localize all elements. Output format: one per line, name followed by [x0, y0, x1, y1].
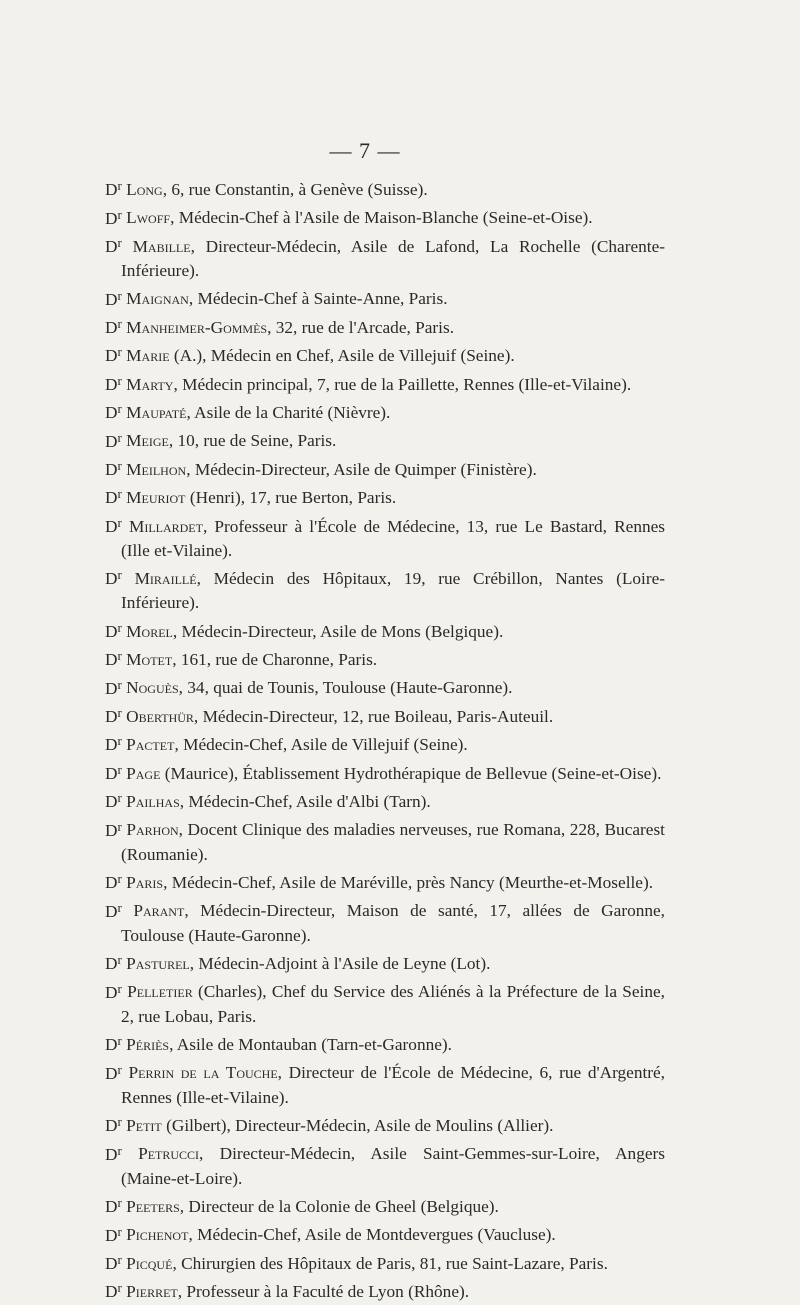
member-title	[105, 346, 122, 365]
member-details: , Asile de la Charité (Nièvre).	[186, 403, 391, 423]
list-item	[105, 1057, 665, 1110]
list-item	[105, 644, 665, 672]
member-title	[105, 818, 122, 840]
title-prefix: D	[105, 516, 118, 536]
member-name: Meilhon	[126, 459, 187, 479]
member-title	[105, 980, 122, 1002]
title-superscript: r	[117, 400, 122, 416]
title-superscript: r	[117, 287, 122, 303]
title-prefix: D	[105, 621, 118, 641]
title-superscript: r	[117, 619, 122, 635]
list-item	[105, 895, 665, 948]
title-prefix: D	[105, 236, 118, 256]
title-superscript: r	[117, 1113, 122, 1129]
title-prefix: D	[105, 317, 118, 337]
title-prefix: D	[105, 873, 118, 893]
member-title	[105, 1061, 122, 1083]
member-details: , 6, rue Constantin, à Genève (Suisse).	[162, 180, 428, 200]
member-title	[105, 206, 122, 228]
title-prefix: D	[105, 1035, 118, 1055]
list-item	[105, 1248, 665, 1276]
member-details: , Médecin-Chef à l'Asile de Maison-Blanche (Seine-et-Oise).	[170, 208, 593, 228]
title-prefix: D	[105, 982, 118, 1002]
title-superscript: r	[117, 1061, 122, 1077]
member-name: Manheimer-Gommès	[126, 317, 268, 337]
title-prefix: D	[105, 180, 118, 200]
member-title	[105, 792, 122, 811]
title-superscript: r	[117, 704, 122, 720]
title-superscript: r	[117, 648, 122, 664]
member-title	[105, 676, 122, 698]
member-name: Peeters	[126, 1197, 180, 1217]
title-superscript: r	[117, 315, 122, 331]
member-details: , Directeur de l'École de Médecine, 6, rue d'Argentré, Rennes (Ille-et-Vilaine).	[121, 1063, 666, 1107]
title-superscript: r	[117, 429, 122, 445]
title-prefix: D	[105, 1063, 118, 1083]
list-item	[105, 174, 665, 202]
member-details: , 32, rue de l'Arcade, Paris.	[267, 317, 455, 337]
member-details: , Médecin-Adjoint à l'Asile de Leyne (Lot).	[189, 954, 491, 974]
title-superscript: r	[117, 733, 122, 749]
title-superscript: r	[117, 676, 122, 692]
member-title	[105, 954, 122, 973]
member-title	[105, 1113, 122, 1136]
title-superscript: r	[117, 206, 122, 222]
title-superscript: r	[117, 514, 122, 530]
member-name: Pasturel	[126, 954, 190, 974]
member-list	[105, 174, 665, 1305]
title-prefix: D	[105, 650, 118, 670]
title-superscript: r	[117, 1142, 122, 1158]
list-item	[105, 425, 665, 453]
member-name: Paris	[126, 873, 164, 893]
member-title	[105, 457, 122, 479]
list-item	[105, 867, 665, 895]
member-name: Meuriot	[126, 488, 186, 508]
member-name: Petrucci	[138, 1144, 200, 1164]
member-title	[105, 400, 122, 423]
title-superscript: r	[117, 818, 122, 834]
list-item	[105, 758, 665, 786]
member-title	[105, 1194, 122, 1217]
member-title	[105, 704, 122, 727]
member-details: , Médecin-Directeur, 12, rue Boileau, Paris-Auteuil.	[193, 707, 554, 727]
title-prefix: D	[105, 820, 118, 840]
list-item	[105, 1029, 665, 1057]
title-superscript: r	[117, 980, 122, 996]
member-details: , Médecin-Chef, Asile de Maréville, près Nancy (Meurthe-et-Moselle).	[163, 873, 654, 893]
member-title	[105, 514, 122, 536]
member-name: Perrin de la Touche	[128, 1063, 278, 1083]
list-item	[105, 369, 665, 397]
list-item	[105, 672, 665, 700]
member-title	[105, 315, 122, 337]
member-name: Périès	[126, 1035, 170, 1055]
title-superscript: r	[117, 344, 122, 360]
title-superscript: r	[117, 790, 122, 806]
list-item	[105, 729, 665, 757]
member-details: , Médecin-Directeur, Asile de Mons (Belgique).	[172, 621, 504, 641]
member-title	[105, 180, 122, 199]
title-prefix: D	[105, 678, 118, 698]
title-prefix: D	[105, 1197, 118, 1217]
member-details: , 161, rue de Charonne, Paris.	[172, 650, 378, 670]
member-details: , Professeur à l'École de Médecine, 13, rue Le Bastard, Rennes (Ille et-Vilaine).	[121, 516, 665, 560]
member-details: , Médecin-Directeur, Asile de Quimper (Finistère).	[186, 459, 537, 479]
list-item	[105, 397, 665, 425]
member-details: , Médecin-Chef, Asile d'Albi (Tarn).	[179, 792, 431, 812]
member-details: , Chirurgien des Hôpitaux de Paris, 81, rue Saint-Lazare, Paris.	[172, 1253, 608, 1273]
member-name: Picqué	[126, 1253, 173, 1273]
member-title	[105, 619, 122, 641]
title-superscript: r	[117, 486, 122, 502]
title-superscript: r	[117, 899, 122, 915]
title-superscript: r	[117, 761, 122, 777]
member-details: , Médecin-Chef à Sainte-Anne, Paris.	[188, 289, 448, 309]
title-prefix: D	[105, 792, 118, 812]
title-prefix: D	[105, 346, 118, 366]
title-prefix: D	[105, 1253, 118, 1273]
member-details: , Médecin-Chef, Asile de Montdevergues (Vaucluse).	[188, 1225, 556, 1245]
list-item	[105, 1191, 665, 1219]
member-name: Pierret	[126, 1282, 178, 1302]
title-prefix: D	[105, 763, 118, 783]
member-title	[105, 234, 122, 256]
member-details: , 10, rue de Seine, Paris.	[168, 431, 337, 451]
list-item	[105, 1138, 665, 1191]
member-details: , Directeur-Médecin, Asile de Lafond, La Rochelle (Charente-Inférieure).	[121, 236, 665, 281]
list-item	[105, 312, 665, 340]
list-item	[105, 511, 665, 564]
member-title	[105, 287, 122, 309]
title-superscript: r	[117, 871, 122, 887]
member-details: (Charles), Chef du Service des Aliénés à la Préfecture de la Seine, 2, rue Lobau, Paris.	[121, 982, 665, 1026]
member-details: , Directeur-Médecin, Asile Saint-Gemmes-sur-Loire, Angers (Maine-et-Loire).	[121, 1144, 665, 1188]
list-item	[105, 814, 665, 867]
member-name: Mabille	[132, 236, 191, 256]
member-title	[105, 1142, 122, 1164]
list-item	[105, 616, 665, 644]
list-item	[105, 786, 665, 814]
title-prefix: D	[105, 1225, 118, 1245]
list-item	[105, 202, 665, 230]
title-prefix: D	[105, 954, 118, 974]
member-title	[105, 1032, 122, 1055]
title-prefix: D	[105, 1144, 118, 1164]
title-prefix: D	[105, 569, 118, 589]
member-name: Oberthür	[126, 707, 194, 727]
list-item	[105, 482, 665, 510]
member-name: Page	[126, 763, 161, 783]
member-name: Parant	[133, 901, 185, 921]
title-prefix: D	[105, 403, 118, 423]
member-details: (Gilbert), Directeur-Médecin, Asile de Moulins (Allier).	[161, 1116, 554, 1136]
member-title	[105, 569, 122, 588]
member-title	[105, 735, 122, 754]
title-superscript: r	[117, 1032, 122, 1048]
title-superscript: r	[117, 457, 122, 473]
title-prefix: D	[105, 208, 118, 228]
title-superscript: r	[117, 1251, 122, 1267]
list-item	[105, 701, 665, 729]
member-title	[105, 488, 122, 507]
member-name: Meige	[126, 431, 169, 451]
list-item	[105, 1110, 665, 1138]
title-superscript: r	[117, 952, 122, 967]
member-name: Miraillé	[134, 569, 197, 589]
member-details: (Maurice), Établissement Hydrothérapique de Bellevue (Seine-et-Oise).	[160, 763, 662, 783]
list-item	[105, 948, 665, 976]
title-prefix: D	[105, 1282, 118, 1302]
member-name: Parhon	[126, 820, 179, 840]
member-name: Petit	[126, 1116, 162, 1136]
page-number: — 7 —	[329, 138, 401, 163]
member-name: Maupaté	[126, 403, 187, 423]
member-details: , Médecin principal, 7, rue de la Paillette, Rennes (Ille-et-Vilaine).	[173, 374, 632, 394]
member-details: , Médecin-Chef, Asile de Villejuif (Seine).	[174, 735, 468, 755]
member-name: Long	[126, 180, 163, 200]
title-prefix: D	[105, 735, 118, 755]
member-details: (A.), Médecin en Chef, Asile de Villejuif (Seine).	[169, 346, 515, 366]
member-name: Pelletier	[127, 982, 193, 1002]
member-name: Motet	[126, 650, 173, 670]
member-details: , Directeur de la Colonie de Gheel (Belgique).	[179, 1197, 499, 1217]
member-title	[105, 1251, 122, 1273]
member-name: Pichenot	[126, 1225, 189, 1245]
member-details: , Médecin des Hôpitaux, 19, rue Crébillon, Nantes (Loire-Inférieure).	[121, 569, 666, 613]
title-superscript: r	[117, 1194, 122, 1210]
list-item	[105, 454, 665, 482]
title-prefix: D	[105, 707, 118, 727]
title-superscript: r	[117, 1223, 122, 1239]
title-superscript: r	[117, 372, 122, 388]
member-details: , Asile de Montauban (Tarn-et-Garonne).	[169, 1035, 452, 1055]
member-details: , Docent Clinique des maladies nerveuses, rue Romana, 228, Bucarest (Roumanie).	[121, 820, 665, 864]
member-title	[105, 650, 122, 669]
title-prefix: D	[105, 488, 118, 508]
member-name: Noguès	[126, 678, 179, 698]
title-superscript: r	[117, 1280, 122, 1296]
title-prefix: D	[105, 289, 118, 309]
member-title	[105, 372, 122, 394]
list-item	[105, 1219, 665, 1247]
title-prefix: D	[105, 374, 118, 394]
title-prefix: D	[105, 1116, 118, 1136]
list-item	[105, 1276, 665, 1304]
list-item	[105, 976, 665, 1029]
member-name: Pactet	[126, 735, 175, 755]
list-item	[105, 340, 665, 368]
member-details: , Médecin-Directeur, Maison de santé, 17, allées de Garonne, Toulouse (Haute-Garonne).	[121, 901, 665, 945]
list-item	[105, 563, 665, 616]
title-prefix: D	[105, 459, 118, 479]
title-superscript: r	[117, 567, 122, 583]
list-item	[105, 283, 665, 311]
member-title	[105, 1223, 122, 1245]
member-name: Millardet	[128, 516, 203, 536]
member-name: Pailhas	[126, 792, 180, 812]
member-details: , 34, quai de Tounis, Toulouse (Haute-Garonne).	[178, 678, 513, 698]
member-name: Morel	[126, 621, 173, 641]
member-title	[105, 899, 122, 921]
member-details: , Professeur à la Faculté de Lyon (Rhône).	[177, 1282, 470, 1302]
member-title	[105, 429, 122, 451]
member-name: Maignan	[126, 289, 189, 309]
title-prefix: D	[105, 901, 118, 921]
member-details: (Henri), 17, rue Berton, Paris.	[185, 488, 397, 508]
member-title	[105, 873, 122, 892]
member-title	[105, 761, 122, 783]
member-name: Marie	[126, 346, 170, 366]
title-superscript: r	[117, 178, 122, 193]
title-prefix: D	[105, 431, 118, 451]
list-item	[105, 231, 665, 284]
member-name: Lwoff	[126, 208, 171, 228]
title-superscript: r	[117, 234, 122, 250]
member-title	[105, 1282, 122, 1301]
member-name: Marty	[126, 374, 174, 394]
